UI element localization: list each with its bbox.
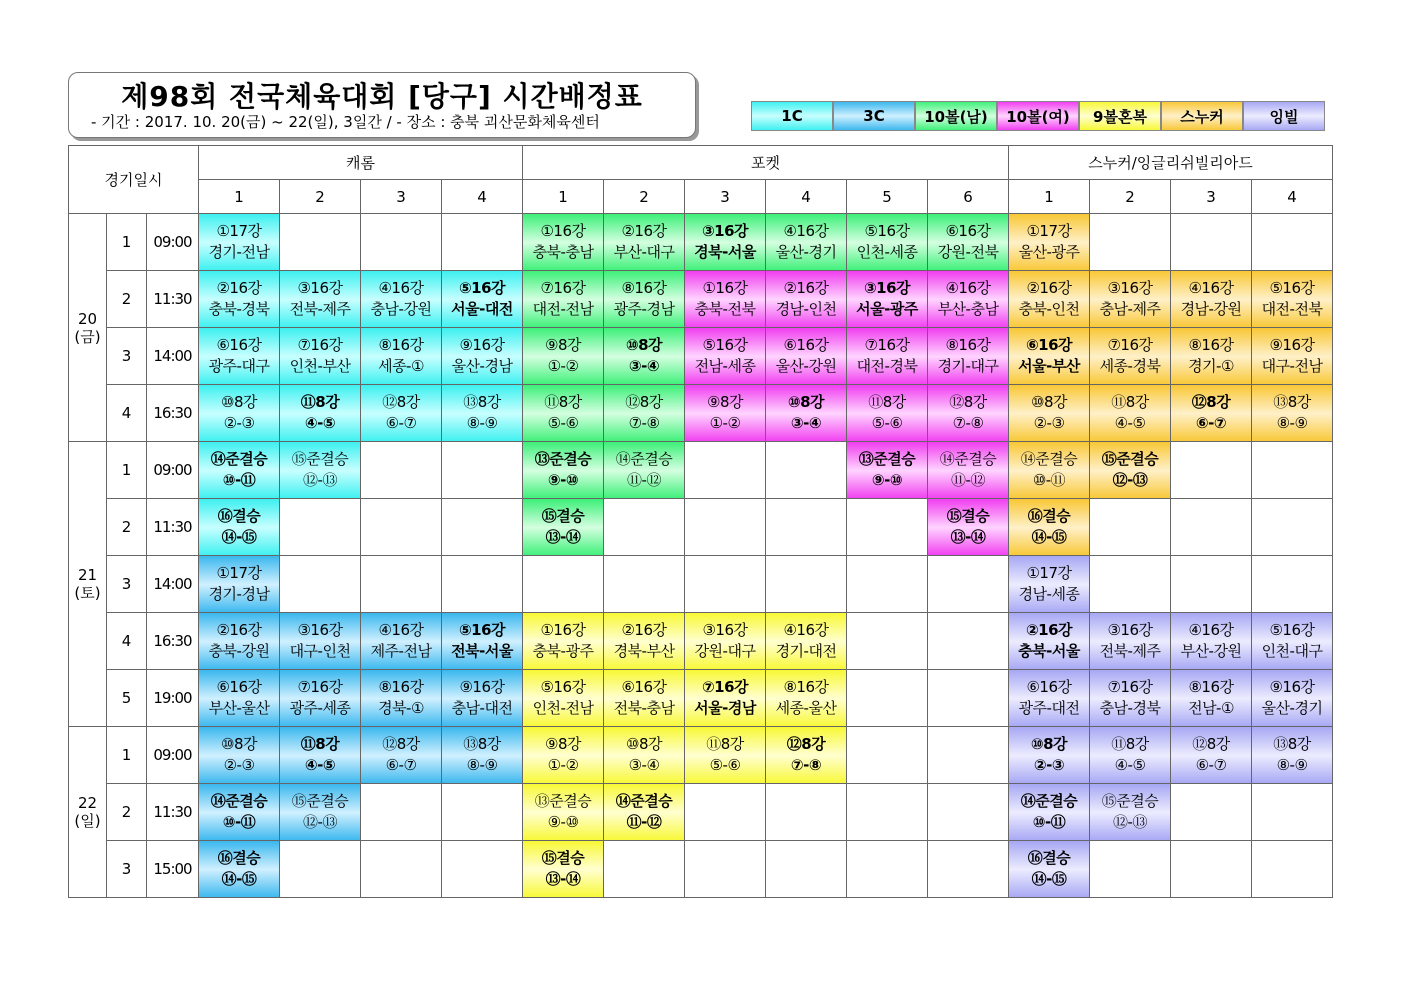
empty-cell xyxy=(847,613,928,670)
match-cell: ⑯결승 ⑭-⑮ xyxy=(199,499,280,556)
empty-cell xyxy=(1171,499,1252,556)
match-cell: ⑦16강 대전-경북 xyxy=(847,328,928,385)
empty-cell xyxy=(442,556,523,613)
match-cell: ⑨16강 울산-경기 xyxy=(1252,670,1333,727)
empty-cell xyxy=(1171,784,1252,841)
match-cell: ⑤16강 전북-서울 xyxy=(442,613,523,670)
match-cell: ⑥16강 광주-대전 xyxy=(1009,670,1090,727)
match-cell: ⑭준결승 ⑩-⑪ xyxy=(199,442,280,499)
empty-cell xyxy=(604,499,685,556)
color-legend xyxy=(751,101,1325,131)
time-cell: 11:30 xyxy=(147,784,199,841)
match-cell: ⑮준결승 ⑫-⑬ xyxy=(280,784,361,841)
match-cell: ⑦16강 세종-경북 xyxy=(1090,328,1171,385)
match-cell: ④16강 경남-강원 xyxy=(1171,271,1252,328)
match-cell: ⑫8강 ⑥-⑦ xyxy=(1171,727,1252,784)
legend-item: 1C xyxy=(751,101,833,131)
table-number-snooker: 1 xyxy=(1009,180,1090,214)
match-cell: ⑧16강 경북-① xyxy=(361,670,442,727)
match-cell: ⑨16강 충남-대전 xyxy=(442,670,523,727)
empty-cell xyxy=(1090,556,1171,613)
match-cell: ⑬준결승 ⑨-⑩ xyxy=(523,442,604,499)
empty-cell xyxy=(685,499,766,556)
empty-cell xyxy=(604,556,685,613)
empty-cell xyxy=(1252,499,1333,556)
match-cell: ⑩8강 ③-④ xyxy=(766,385,847,442)
sequence-cell: 2 xyxy=(107,499,147,556)
match-cell: ⑯결승 ⑭-⑮ xyxy=(1009,499,1090,556)
match-cell: ②16강 부산-대구 xyxy=(604,214,685,271)
empty-cell xyxy=(1252,841,1333,898)
match-cell: ⑫8강 ⑦-⑧ xyxy=(766,727,847,784)
match-cell: ⑭준결승 ⑪-⑫ xyxy=(604,784,685,841)
match-cell: ⑪8강 ⑤-⑥ xyxy=(685,727,766,784)
time-cell: 15:00 xyxy=(147,841,199,898)
table-number-carom: 4 xyxy=(442,180,523,214)
empty-cell xyxy=(928,784,1009,841)
table-number-snooker: 4 xyxy=(1252,180,1333,214)
empty-cell xyxy=(766,784,847,841)
match-cell: ⑬8강 ⑧-⑨ xyxy=(1252,727,1333,784)
match-cell: ⑧16강 광주-경남 xyxy=(604,271,685,328)
sequence-cell: 3 xyxy=(107,328,147,385)
match-cell: ⑪8강 ④-⑤ xyxy=(1090,727,1171,784)
match-cell: ⑧16강 세종-① xyxy=(361,328,442,385)
match-cell: ⑤16강 전남-세종 xyxy=(685,328,766,385)
schedule-table xyxy=(68,145,1333,898)
match-cell: ⑮준결승 ⑫-⑬ xyxy=(1090,442,1171,499)
empty-cell xyxy=(685,442,766,499)
group-header-pocket: 포켓 xyxy=(523,146,1009,180)
empty-cell xyxy=(928,841,1009,898)
table-row xyxy=(69,214,1333,271)
match-cell: ⑤16강 인천-대구 xyxy=(1252,613,1333,670)
empty-cell xyxy=(280,499,361,556)
match-cell: ⑬8강 ⑧-⑨ xyxy=(442,727,523,784)
empty-cell xyxy=(685,784,766,841)
match-cell: ①17강 울산-광주 xyxy=(1009,214,1090,271)
sequence-cell: 2 xyxy=(107,271,147,328)
day-cell: 20 (금) xyxy=(69,214,107,442)
match-cell: ⑧16강 세종-울산 xyxy=(766,670,847,727)
match-cell: ⑦16강 서울-경남 xyxy=(685,670,766,727)
empty-cell xyxy=(685,556,766,613)
time-cell: 09:00 xyxy=(147,214,199,271)
empty-cell xyxy=(604,841,685,898)
table-row xyxy=(69,442,1333,499)
match-cell: ⑫8강 ⑥-⑦ xyxy=(1171,385,1252,442)
match-cell: ⑪8강 ④-⑤ xyxy=(1090,385,1171,442)
legend-item: 10볼(여) xyxy=(997,101,1079,131)
match-cell: ⑮결승 ⑬-⑭ xyxy=(523,499,604,556)
match-cell: ⑥16강 부산-울산 xyxy=(199,670,280,727)
empty-cell xyxy=(1252,214,1333,271)
page-title: 제98회 전국체육대회 [당구] 시간배정표 xyxy=(121,80,643,113)
table-row xyxy=(69,499,1333,556)
title-box xyxy=(68,72,696,138)
match-cell: ⑨16강 울산-경남 xyxy=(442,328,523,385)
match-cell: ⑥16강 울산-강원 xyxy=(766,328,847,385)
match-cell: ⑤16강 인천-전남 xyxy=(523,670,604,727)
match-cell: ⑯결승 ⑭-⑮ xyxy=(199,841,280,898)
match-cell: ⑦16강 인천-부산 xyxy=(280,328,361,385)
empty-cell xyxy=(1252,556,1333,613)
table-number-snooker: 2 xyxy=(1090,180,1171,214)
empty-cell xyxy=(928,670,1009,727)
table-number-carom: 3 xyxy=(361,180,442,214)
group-header-snooker: 스누커/잉글리쉬빌리아드 xyxy=(1009,146,1333,180)
sequence-cell: 4 xyxy=(107,613,147,670)
empty-cell xyxy=(1090,841,1171,898)
match-cell: ⑨8강 ①-② xyxy=(685,385,766,442)
empty-cell xyxy=(1171,442,1252,499)
match-cell: ⑧16강 경기-대구 xyxy=(928,328,1009,385)
sequence-cell: 1 xyxy=(107,727,147,784)
match-cell: ③16강 대구-인천 xyxy=(280,613,361,670)
time-cell: 11:30 xyxy=(147,271,199,328)
empty-cell xyxy=(361,556,442,613)
empty-cell xyxy=(442,214,523,271)
match-cell: ⑩8강 ③-④ xyxy=(604,328,685,385)
match-cell: ②16강 충북-강원 xyxy=(199,613,280,670)
match-cell: ③16강 충남-제주 xyxy=(1090,271,1171,328)
legend-item: 3C xyxy=(833,101,915,131)
empty-cell xyxy=(361,841,442,898)
match-cell: ⑪8강 ⑤-⑥ xyxy=(847,385,928,442)
empty-cell xyxy=(847,841,928,898)
match-cell: ⑪8강 ⑤-⑥ xyxy=(523,385,604,442)
match-cell: ②16강 충북-서울 xyxy=(1009,613,1090,670)
empty-cell xyxy=(442,442,523,499)
legend-item: 10볼(남) xyxy=(915,101,997,131)
empty-cell xyxy=(442,841,523,898)
empty-cell xyxy=(928,727,1009,784)
match-cell: ①17강 경기-전남 xyxy=(199,214,280,271)
empty-cell xyxy=(847,727,928,784)
match-cell: ⑦16강 광주-세종 xyxy=(280,670,361,727)
match-cell: ⑤16강 인천-세종 xyxy=(847,214,928,271)
match-cell: ①16강 충북-광주 xyxy=(523,613,604,670)
sequence-cell: 4 xyxy=(107,385,147,442)
empty-cell xyxy=(1252,784,1333,841)
table-row xyxy=(69,727,1333,784)
day-cell: 22 (일) xyxy=(69,727,107,898)
corner-header: 경기일시 xyxy=(69,146,199,214)
empty-cell xyxy=(847,556,928,613)
match-cell: ⑫8강 ⑦-⑧ xyxy=(928,385,1009,442)
match-cell: ⑭준결승 ⑩-⑪ xyxy=(1009,442,1090,499)
match-cell: ⑨8강 ①-② xyxy=(523,727,604,784)
table-number-pocket: 1 xyxy=(523,180,604,214)
match-cell: ⑧16강 경기-① xyxy=(1171,328,1252,385)
match-cell: ②16강 충북-인천 xyxy=(1009,271,1090,328)
match-cell: ⑦16강 충남-경북 xyxy=(1090,670,1171,727)
legend-item: 스누커 xyxy=(1161,101,1243,131)
empty-cell xyxy=(361,214,442,271)
empty-cell xyxy=(1171,556,1252,613)
time-cell: 14:00 xyxy=(147,328,199,385)
match-cell: ⑫8강 ⑥-⑦ xyxy=(361,727,442,784)
match-cell: ⑪8강 ④-⑤ xyxy=(280,385,361,442)
time-cell: 14:00 xyxy=(147,556,199,613)
match-cell: ⑥16강 서울-부산 xyxy=(1009,328,1090,385)
match-cell: ⑧16강 전남-① xyxy=(1171,670,1252,727)
empty-cell xyxy=(847,499,928,556)
table-row xyxy=(69,385,1333,442)
table-number-snooker: 3 xyxy=(1171,180,1252,214)
match-cell: ④16강 제주-전남 xyxy=(361,613,442,670)
match-cell: ④16강 부산-충남 xyxy=(928,271,1009,328)
empty-cell xyxy=(442,784,523,841)
table-number-pocket: 4 xyxy=(766,180,847,214)
time-cell: 09:00 xyxy=(147,442,199,499)
empty-cell xyxy=(766,841,847,898)
match-cell: ④16강 울산-경기 xyxy=(766,214,847,271)
match-cell: ⑥16강 광주-대구 xyxy=(199,328,280,385)
sequence-cell: 3 xyxy=(107,556,147,613)
match-cell: ①16강 충북-충남 xyxy=(523,214,604,271)
match-cell: ⑭준결승 ⑪-⑫ xyxy=(604,442,685,499)
empty-cell xyxy=(928,556,1009,613)
match-cell: ①17강 경기-경남 xyxy=(199,556,280,613)
match-cell: ⑩8강 ③-④ xyxy=(604,727,685,784)
match-cell: ⑭준결승 ⑩-⑪ xyxy=(199,784,280,841)
match-cell: ⑬8강 ⑧-⑨ xyxy=(442,385,523,442)
empty-cell xyxy=(280,841,361,898)
empty-cell xyxy=(523,556,604,613)
table-number-carom: 1 xyxy=(199,180,280,214)
empty-cell xyxy=(1090,214,1171,271)
match-cell: ⑬준결승 ⑨-⑩ xyxy=(523,784,604,841)
sequence-cell: 3 xyxy=(107,841,147,898)
empty-cell xyxy=(766,499,847,556)
empty-cell xyxy=(1090,499,1171,556)
empty-cell xyxy=(928,613,1009,670)
group-header-carom: 캐롬 xyxy=(199,146,523,180)
table-number-pocket: 6 xyxy=(928,180,1009,214)
empty-cell xyxy=(361,499,442,556)
empty-cell xyxy=(847,670,928,727)
match-cell: ⑪8강 ④-⑤ xyxy=(280,727,361,784)
match-cell: ⑫8강 ⑦-⑧ xyxy=(604,385,685,442)
match-cell: ⑨16강 대구-전남 xyxy=(1252,328,1333,385)
empty-cell xyxy=(1171,841,1252,898)
match-cell: ②16강 충북-경북 xyxy=(199,271,280,328)
table-number-pocket: 2 xyxy=(604,180,685,214)
match-cell: ⑮준결승 ⑫-⑬ xyxy=(280,442,361,499)
time-cell: 19:00 xyxy=(147,670,199,727)
match-cell: ②16강 경남-인천 xyxy=(766,271,847,328)
table-row xyxy=(69,613,1333,670)
sequence-cell: 1 xyxy=(107,442,147,499)
match-cell: ①17강 경남-세종 xyxy=(1009,556,1090,613)
table-row xyxy=(69,670,1333,727)
table-row xyxy=(69,784,1333,841)
match-cell: ③16강 강원-대구 xyxy=(685,613,766,670)
sequence-cell: 1 xyxy=(107,214,147,271)
legend-item: 잉빌 xyxy=(1243,101,1325,131)
table-row xyxy=(69,271,1333,328)
empty-cell xyxy=(361,784,442,841)
empty-cell xyxy=(442,499,523,556)
empty-cell xyxy=(847,784,928,841)
match-cell: ④16강 충남-강원 xyxy=(361,271,442,328)
empty-cell xyxy=(685,841,766,898)
time-cell: 16:30 xyxy=(147,385,199,442)
match-cell: ⑤16강 서울-대전 xyxy=(442,271,523,328)
match-cell: ⑩8강 ②-③ xyxy=(1009,727,1090,784)
empty-cell xyxy=(280,214,361,271)
match-cell: ⑩8강 ②-③ xyxy=(199,727,280,784)
match-cell: ⑫8강 ⑥-⑦ xyxy=(361,385,442,442)
match-cell: ⑩8강 ②-③ xyxy=(1009,385,1090,442)
sequence-cell: 5 xyxy=(107,670,147,727)
match-cell: ⑦16강 대전-전남 xyxy=(523,271,604,328)
match-cell: ⑮준결승 ⑫-⑬ xyxy=(1090,784,1171,841)
match-cell: ⑥16강 강원-전북 xyxy=(928,214,1009,271)
table-number-pocket: 3 xyxy=(685,180,766,214)
match-cell: ④16강 경기-대전 xyxy=(766,613,847,670)
match-cell: ③16강 경북-서울 xyxy=(685,214,766,271)
table-row xyxy=(69,328,1333,385)
table-number-pocket: 5 xyxy=(847,180,928,214)
table-number-carom: 2 xyxy=(280,180,361,214)
match-cell: ⑥16강 전북-충남 xyxy=(604,670,685,727)
legend-item: 9볼혼복 xyxy=(1079,101,1161,131)
time-cell: 11:30 xyxy=(147,499,199,556)
match-cell: ⑨8강 ①-② xyxy=(523,328,604,385)
time-cell: 09:00 xyxy=(147,727,199,784)
match-cell: ③16강 전북-제주 xyxy=(280,271,361,328)
match-cell: ①16강 충북-전북 xyxy=(685,271,766,328)
empty-cell xyxy=(1252,442,1333,499)
match-cell: ⑭준결승 ⑪-⑫ xyxy=(928,442,1009,499)
match-cell: ⑤16강 대전-전북 xyxy=(1252,271,1333,328)
match-cell: ⑬8강 ⑧-⑨ xyxy=(1252,385,1333,442)
match-cell: ③16강 전북-제주 xyxy=(1090,613,1171,670)
match-cell: ⑮결승 ⑬-⑭ xyxy=(928,499,1009,556)
match-cell: ⑩8강 ②-③ xyxy=(199,385,280,442)
empty-cell xyxy=(766,442,847,499)
match-cell: ⑬준결승 ⑨-⑩ xyxy=(847,442,928,499)
match-cell: ④16강 부산-강원 xyxy=(1171,613,1252,670)
match-cell: ⑭준결승 ⑩-⑪ xyxy=(1009,784,1090,841)
empty-cell xyxy=(766,556,847,613)
table-row xyxy=(69,841,1333,898)
table-row xyxy=(69,556,1333,613)
match-cell: ⑯결승 ⑭-⑮ xyxy=(1009,841,1090,898)
match-cell: ②16강 경북-부산 xyxy=(604,613,685,670)
empty-cell xyxy=(361,442,442,499)
match-cell: ③16강 서울-광주 xyxy=(847,271,928,328)
empty-cell xyxy=(1171,214,1252,271)
sequence-cell: 2 xyxy=(107,784,147,841)
page-subtitle: - 기간 : 2017. 10. 20(금) ~ 22(일), 3일간 / - 장소 : 충북 괴산문화체육센터 xyxy=(91,113,600,131)
time-cell: 16:30 xyxy=(147,613,199,670)
match-cell: ⑮결승 ⑬-⑭ xyxy=(523,841,604,898)
day-cell: 21 (토) xyxy=(69,442,107,727)
empty-cell xyxy=(280,556,361,613)
